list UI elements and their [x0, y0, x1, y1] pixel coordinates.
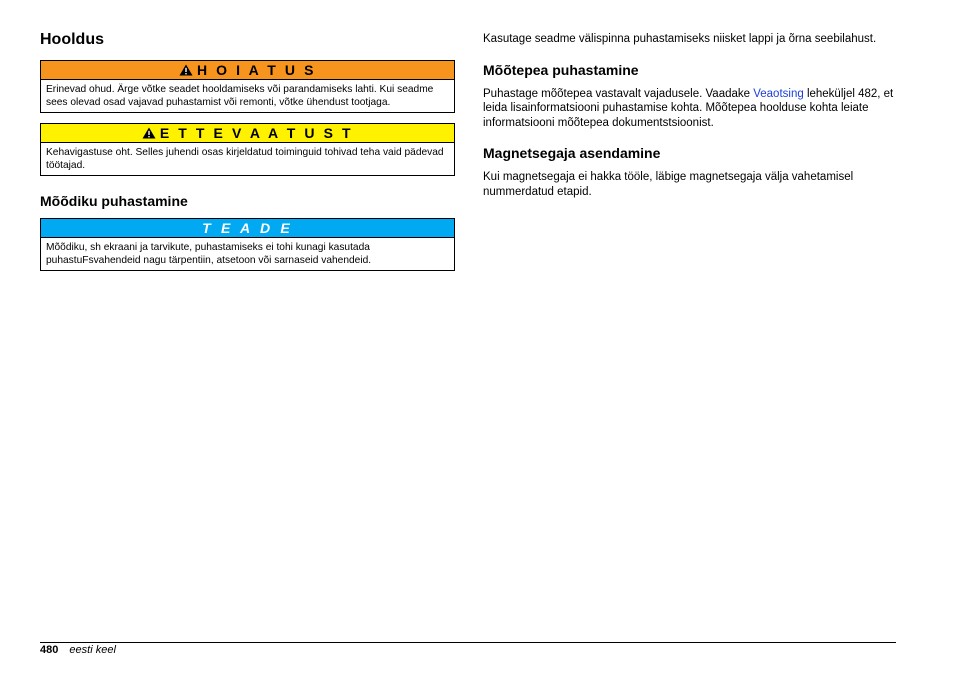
notice-box — [40, 218, 455, 271]
page-footer — [40, 643, 116, 657]
warning-text: Erinevad ohud. Ärge võtke seadet hooldamiseks või parandamiseks lahti. Kui seadme sees olevad osad vajavad puhastamist või remonti, võtke ühendust tootjaga. — [46, 84, 434, 108]
warning-header — [41, 61, 454, 80]
warning-label: H O I A T U S — [196, 62, 317, 78]
warning-box — [40, 60, 455, 113]
right-column — [483, 32, 903, 199]
caution-box — [40, 123, 455, 176]
notice-label: T E A D E — [202, 220, 293, 236]
warning-triangle-icon — [142, 127, 156, 139]
intro-paragraph: Kasutage seadme välispinna puhastamiseks niisket lappi ja õrna seebilahust. — [483, 33, 877, 45]
caution-text: Kehavigastuse oht. Selles juhendi osas kirjeldatud toiminguid tohivad teha vaid pädevad töötajad. — [46, 147, 444, 171]
warning-triangle-icon — [179, 64, 193, 76]
troubleshooting-link[interactable]: Veaotsing — [753, 87, 804, 100]
caution-label: E T T E V A A T U S T — [159, 125, 354, 141]
caution-header — [41, 124, 454, 143]
section-title: Hooldus — [40, 31, 104, 48]
subsection-title-meter-cleaning: Mõõdiku puhastamine — [40, 193, 188, 209]
subsection-title-probe-cleaning: Mõõtepea puhastamine — [483, 61, 639, 78]
left-column — [40, 30, 455, 281]
notice-header — [41, 219, 454, 238]
probe-cleaning-paragraph — [483, 87, 903, 131]
stirrer-paragraph: Kui magnetsegaja ei hakka tööle, läbige magnetsegaja välja vahetamisel nummerdatud etapid. — [483, 171, 854, 198]
probe-text-after: leheküljel 482, et leida lisainformatsiooni puhastamise kohta. Mõõtepea hoolduse kohta leiate informatsiooni mõõtepea dokumentstsioonist. — [483, 87, 894, 129]
probe-text-before: Puhastage mõõtepea vastavalt vajadusele. Vaadake — [483, 87, 754, 100]
subsection-title-stirrer-replacement: Magnetsegaja asendamine — [483, 145, 661, 161]
page-number: 480 — [40, 644, 59, 656]
notice-text: Mõõdiku, sh ekraani ja tarvikute, puhastamiseks ei tohi kunagi kasutada puhastuFsvahendeid nagu tärpentiin, atsetoon või sarnaseid vahendeid. — [46, 242, 372, 266]
footer-divider — [40, 642, 896, 643]
footer-language: eesti keel — [69, 644, 116, 656]
